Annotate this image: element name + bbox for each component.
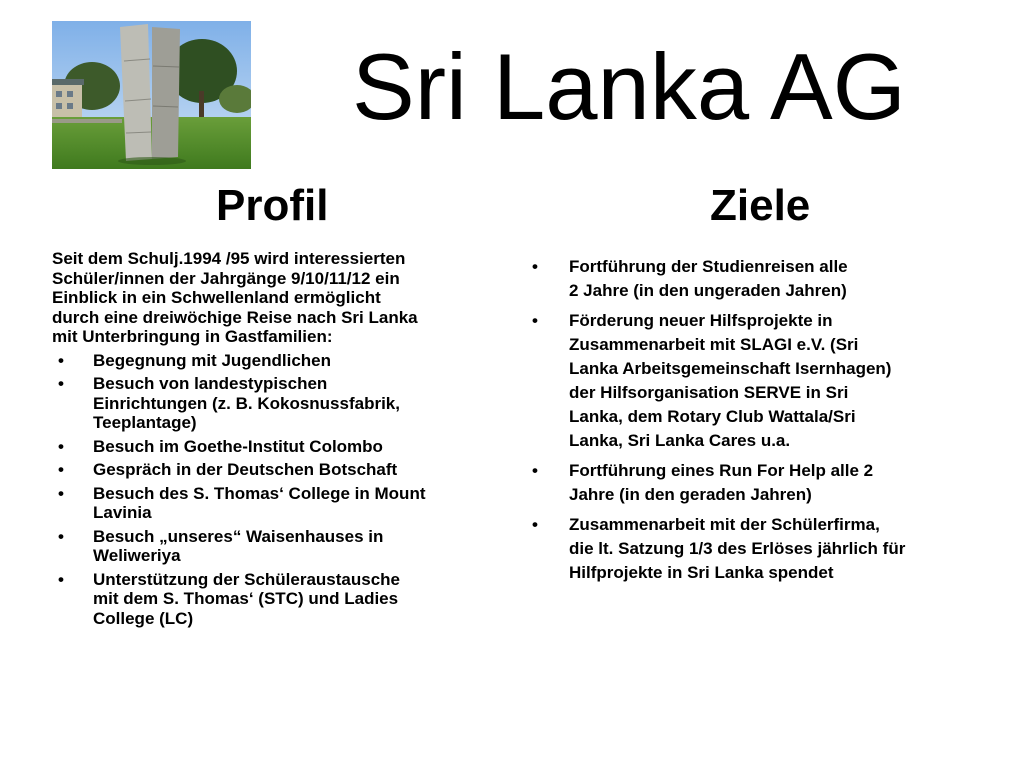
ziele-column [530, 255, 970, 591]
item-line: Jahre (in den geraden Jahren) [569, 485, 812, 504]
item-line: Gespräch in der Deutschen Botschaft [93, 460, 398, 479]
item-line: Besuch des S. Thomas‘ College in Mount [93, 483, 426, 503]
list-item [52, 484, 492, 523]
bullet-icon: • [532, 515, 538, 534]
item-line: mit dem S. Thomas‘ (STC) und Ladies [93, 589, 399, 608]
list-item [52, 570, 492, 629]
intro-line: durch eine dreiwöchige Reise nach Sri Lanka [52, 307, 418, 327]
bullet-icon: • [58, 436, 64, 456]
list-item [530, 459, 970, 507]
item-line: der Hilfsorganisation SERVE in Sri [569, 383, 849, 402]
item-line: Fortführung eines Run For Help alle 2 [569, 461, 874, 480]
list-item [530, 255, 970, 303]
item-line: die lt. Satzung 1/3 des Erlöses jährlich für [569, 539, 906, 558]
bullet-icon: • [532, 257, 538, 276]
list-item [52, 527, 492, 566]
profil-list [52, 351, 492, 629]
list-item [530, 309, 970, 453]
list-item [52, 374, 492, 433]
item-line: Einrichtungen (z. B. Kokosnussfabrik, [93, 393, 400, 413]
item-line: Unterstützung der Schüleraustausche [93, 569, 401, 589]
bullet-icon: • [58, 569, 64, 589]
profil-intro [52, 249, 492, 347]
sculpture-photo [52, 21, 251, 169]
bullet-icon: • [532, 311, 538, 330]
intro-line: Seit dem Schulj.1994 /95 wird interessierten [52, 249, 406, 268]
bullet-icon: • [58, 374, 64, 393]
bullet-icon: • [58, 526, 64, 546]
item-line: Lanka, Sri Lanka Cares u.a. [569, 431, 791, 450]
item-line: Fortführung der Studienreisen alle [569, 257, 848, 276]
list-item [530, 513, 970, 585]
item-line: Besuch von landestypischen [93, 374, 328, 393]
item-line: Lavinia [93, 503, 152, 522]
item-line: Lanka Arbeitsgemeinschaft Isernhagen) [569, 359, 892, 378]
intro-line: Einblick in ein Schwellenland ermöglicht [52, 288, 381, 307]
intro-line: mit Unterbringung in Gastfamilien: [52, 327, 333, 346]
intro-line: Schüler/innen der Jahrgänge 9/10/11/12 ein [52, 268, 400, 288]
item-line: 2 Jahre (in den ungeraden Jahren) [569, 281, 847, 300]
item-line: Besuch „unseres“ Waisenhauses in [93, 526, 384, 546]
item-line: Weliweriya [93, 546, 181, 565]
list-item [52, 351, 492, 371]
slide-title: Sri Lanka AG [352, 34, 906, 139]
ziele-heading: Ziele [710, 181, 811, 230]
item-line: Besuch im Goethe-Institut Colombo [93, 436, 383, 456]
profil-heading: Profil [216, 181, 329, 230]
item-line: Förderung neuer Hilfsprojekte in [569, 311, 833, 330]
bullet-icon: • [532, 461, 538, 480]
item-line: Zusammenarbeit mit SLAGI e.V. (Sri [569, 335, 859, 354]
ziele-list [530, 255, 970, 585]
item-line: Begegnung mit Jugendlichen [93, 350, 332, 370]
item-line: Hilfprojekte in Sri Lanka spendet [569, 563, 834, 582]
bullet-icon: • [58, 483, 64, 503]
bullet-icon: • [58, 460, 64, 479]
item-line: College (LC) [93, 608, 194, 628]
list-item [52, 437, 492, 457]
item-line: Teeplantage) [93, 413, 197, 432]
list-item [52, 460, 492, 480]
item-line: Zusammenarbeit mit der Schülerfirma, [569, 515, 880, 534]
profil-column [52, 249, 492, 632]
item-line: Lanka, dem Rotary Club Wattala/Sri [569, 407, 856, 426]
bullet-icon: • [58, 350, 64, 370]
